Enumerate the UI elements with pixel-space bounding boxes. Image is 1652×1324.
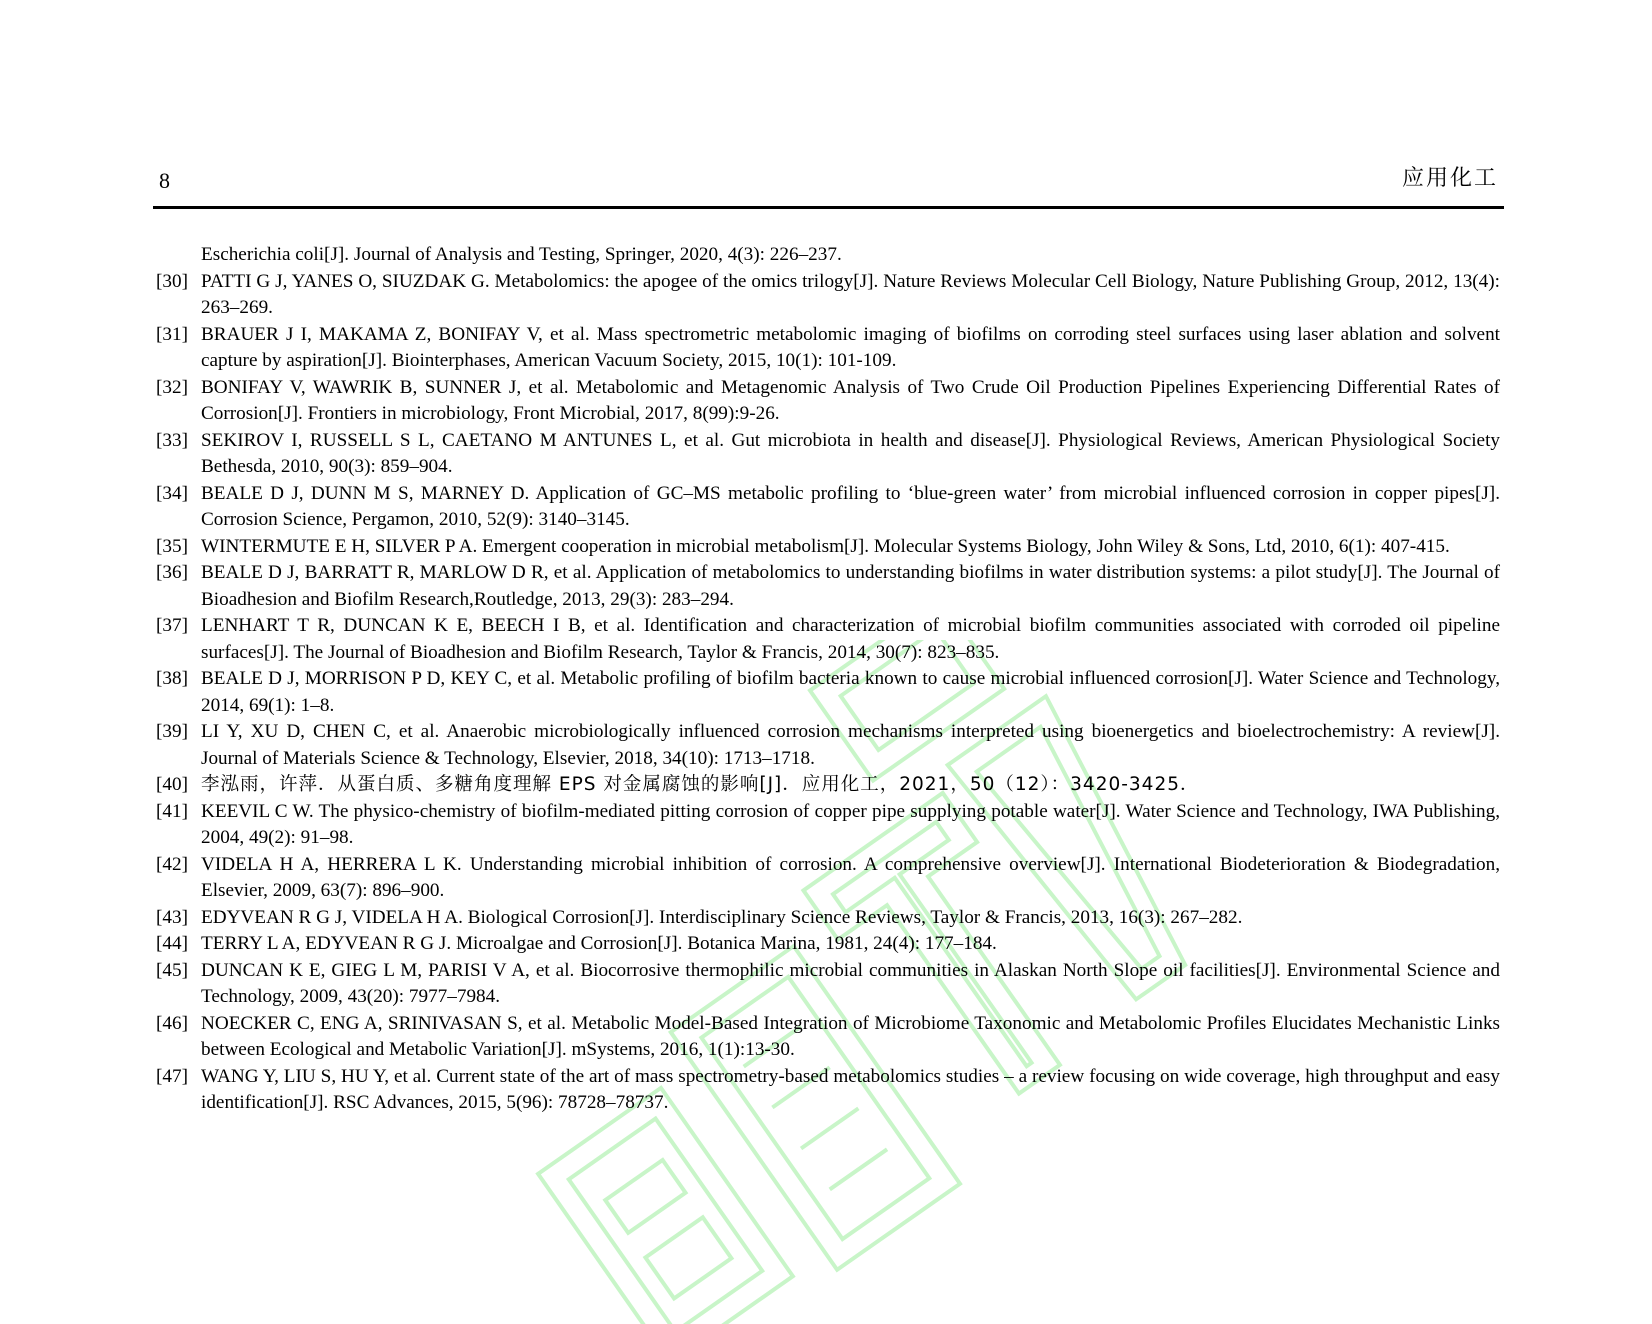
journal-name: 应用化工	[1401, 166, 1498, 191]
reference-item	[156, 719, 1500, 772]
reference-number: [34]	[156, 482, 188, 504]
reference-text: SEKIROV I, RUSSELL S L, CAETANO M ANTUNES L, et al. Gut microbiota in health and disease[J]. Physiological Reviews, American Physiological Society Bethesda, 2010, 90(3): 859–904.	[201, 429, 1500, 477]
reference-number: [42]	[156, 853, 188, 875]
reference-text: VIDELA H A, HERRERA L K. Understanding microbial inhibition of corrosion. A comprehensive overview[J]. International Biodeterioration & Biodegradation, Elsevier, 2009, 63(7): 896–900.	[201, 853, 1500, 901]
reference-text: BONIFAY V, WAWRIK B, SUNNER J, et al. Metabolomic and Metagenomic Analysis of Two Crude Oil Production Pipelines Experiencing Differential Rates of Corrosion[J]. Frontiers in microbiology, Front Microbial, 2017, 8(99):9-26.	[201, 376, 1500, 424]
reference-number: [35]	[156, 535, 188, 557]
reference-list	[156, 243, 1500, 1117]
reference-number: [38]	[156, 668, 188, 689]
page-header	[153, 166, 1504, 200]
reference-number: [43]	[156, 906, 188, 928]
reference-number: [44]	[156, 933, 188, 954]
reference-number: [39]	[156, 721, 188, 742]
reference-item	[156, 428, 1500, 481]
reference-item	[156, 613, 1500, 666]
reference-item	[156, 905, 1500, 932]
page-number: 8	[159, 168, 170, 193]
reference-number: [31]	[156, 323, 188, 345]
reference-item	[156, 322, 1500, 375]
header-divider	[153, 206, 1504, 209]
reference-item	[156, 666, 1500, 719]
reference-text: EDYVEAN R G J, VIDELA H A. Biological Corrosion[J]. Interdisciplinary Science Reviews, Taylor & Francis, 2013, 16(3): 267–282.	[201, 906, 1243, 928]
reference-item	[156, 560, 1500, 613]
reference-text: PATTI G J, YANES O, SIUZDAK G. Metabolomics: the apogee of the omics trilogy[J]. Nature Reviews Molecular Cell Biology, Nature Publishing Group, 2012, 13(4): 263–269.	[201, 270, 1500, 318]
reference-number: [40]	[156, 774, 188, 795]
reference-item	[156, 799, 1500, 852]
reference-item	[156, 772, 1500, 799]
reference-text: BEALE D J, MORRISON P D, KEY C, et al. Metabolic profiling of biofilm bacteria known to cause microbial influenced corrosion[J]. Water Science and Technology, 2014, 69(1): 1–8.	[201, 668, 1500, 716]
reference-text: NOECKER C, ENG A, SRINIVASAN S, et al. Metabolic Model-Based Integration of Microbiome Taxonomic and Metabolomic Profiles Elucidates Mechanistic Links between Ecological and Metabolic Variation[J]. mSystems, 2016, 1(1):13-30.	[201, 1012, 1500, 1060]
reference-number: [30]	[156, 270, 188, 292]
reference-number: [46]	[156, 1012, 188, 1034]
reference-item	[156, 242, 1500, 269]
reference-text: BEALE D J, DUNN M S, MARNEY D. Application of GC–MS metabolic profiling to ‘blue-green water’ from microbial influenced corrosion in copper pipes[J]. Corrosion Science, Pergamon, 2010, 52(9): 3140–3145.	[201, 482, 1500, 530]
reference-text: BEALE D J, BARRATT R, MARLOW D R, et al. Application of metabolomics to understanding biofilms in water distribution systems: a pilot study[J]. The Journal of Bioadhesion and Biofilm Research,Routledge, 2013, 29(3): 283–294.	[201, 562, 1500, 610]
reference-text: LENHART T R, DUNCAN K E, BEECH I B, et al. Identification and characterization of microbial biofilm communities associated with corroded oil pipeline surfaces[J]. The Journal of Bioadhesion and Biofilm Research, Taylor & Francis, 2014, 30(7): 823–835.	[201, 615, 1500, 663]
reference-item	[156, 852, 1500, 905]
reference-text: Escherichia coli[J]. Journal of Analysis and Testing, Springer, 2020, 4(3): 226–237.	[201, 244, 842, 265]
reference-item	[156, 958, 1500, 1011]
reference-item	[156, 931, 1500, 958]
reference-number: [33]	[156, 429, 188, 451]
reference-number: [37]	[156, 615, 188, 636]
reference-text: KEEVIL C W. The physico-chemistry of biofilm-mediated pitting corrosion of copper pipe supplying potable water[J]. Water Science and Technology, IWA Publishing, 2004, 49(2): 91–98.	[201, 800, 1500, 848]
reference-number: [36]	[156, 562, 188, 583]
reference-number: [45]	[156, 959, 188, 981]
reference-text: 李泓雨，许萍．从蛋白质、多糖角度理解 EPS 对金属腐蚀的影响[J]．应用化工，2021，50（12）：3420-3425．	[201, 774, 1200, 795]
reference-text: LI Y, XU D, CHEN C, et al. Anaerobic microbiologically influenced corrosion mechanisms interpreted using bioenergetics and bioelectrochemistry: A review[J]. Journal of Materials Science & Technology, Elsevier, 2018, 34(10): 1713–1718.	[201, 721, 1500, 769]
reference-item	[156, 534, 1500, 561]
reference-text: BRAUER J I, MAKAMA Z, BONIFAY V, et al. Mass spectrometric metabolomic imaging of biofilms on corroding steel surfaces using laser ablation and solvent capture by aspiration[J]. Biointerphases, American Vacuum Society, 2015, 10(1): 101-109.	[201, 323, 1500, 371]
reference-text: WANG Y, LIU S, HU Y, et al. Current state of the art of mass spectrometry-based metabolomics studies – a review focusing on wide coverage, high throughput and easy identification[J]. RSC Advances, 2015, 5(96): 78728–78737.	[201, 1065, 1500, 1113]
reference-number: [47]	[156, 1065, 188, 1087]
reference-number: [41]	[156, 800, 188, 822]
reference-text: WINTERMUTE E H, SILVER P A. Emergent cooperation in microbial metabolism[J]. Molecular Systems Biology, John Wiley & Sons, Ltd, 2010, 6(1): 407-415.	[201, 535, 1450, 557]
reference-text: DUNCAN K E, GIEG L M, PARISI V A, et al. Biocorrosive thermophilic microbial communities in Alaskan North Slope oil facilities[J]. Environmental Science and Technology, 2009, 43(20): 7977–7984.	[201, 959, 1500, 1007]
reference-item	[156, 481, 1500, 534]
reference-item	[156, 1011, 1500, 1064]
reference-item	[156, 1064, 1500, 1117]
reference-text: TERRY L A, EDYVEAN R G J. Microalgae and Corrosion[J]. Botanica Marina, 1981, 24(4): 177–184.	[201, 933, 997, 954]
reference-number: [32]	[156, 376, 188, 398]
reference-item	[156, 269, 1500, 322]
reference-item	[156, 375, 1500, 428]
